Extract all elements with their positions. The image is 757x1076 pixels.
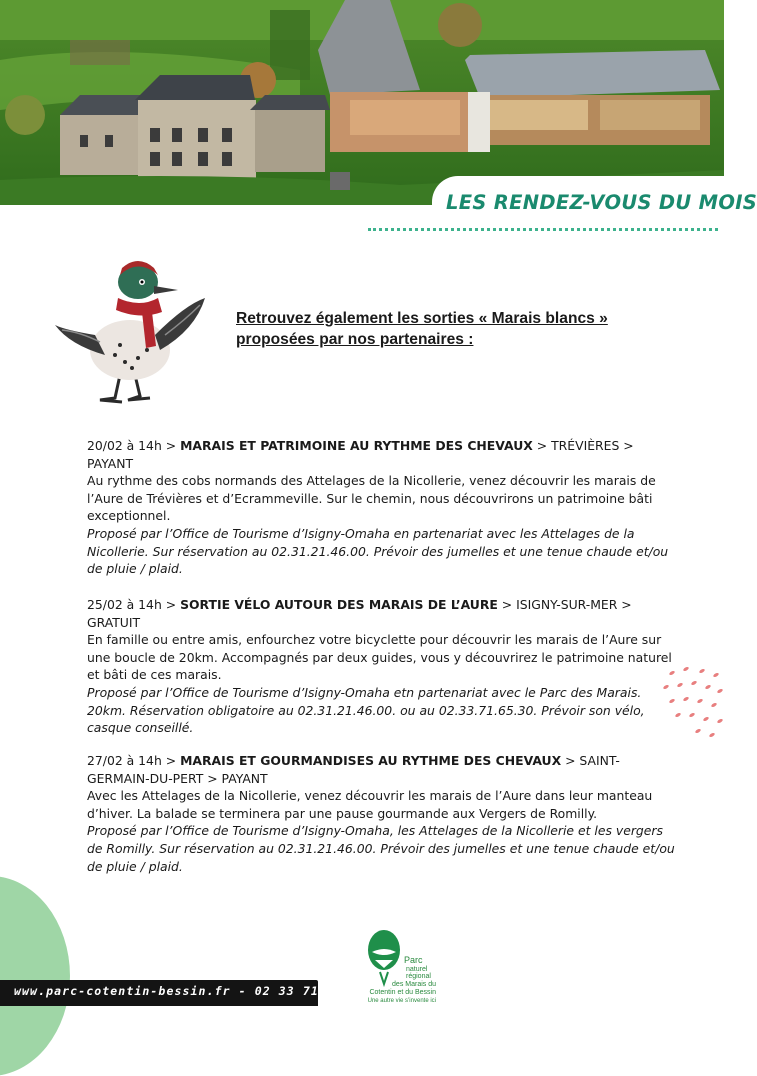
event-item	[87, 752, 679, 875]
logo-line-5: Cotentin et du Bessin	[369, 989, 436, 996]
green-blob-decoration	[0, 876, 70, 1076]
header-photo	[0, 0, 724, 205]
logo-line-4: des Marais du	[392, 981, 436, 988]
event-heading	[87, 596, 679, 631]
event-description: Au rythme des cobs normands des Attelages de la Nicollerie, venez découvrir les marais de l’Aure de Trévières et d’Ecrammeville. Sur le chemin, nous découvrirons un patrimoine bâti exceptionnel.	[87, 473, 656, 524]
event-item	[87, 437, 679, 578]
intro-text	[236, 308, 666, 350]
park-emblem-icon	[366, 928, 402, 988]
event-date: 20/02 à 14h >	[87, 438, 181, 453]
landscape-illustration	[0, 0, 724, 205]
intro-line-2: proposées par nos partenaires :	[236, 331, 474, 348]
logo-line-3: régional	[406, 973, 431, 980]
event-title: SORTIE VÉLO AUTOUR DES MARAIS DE L’AURE	[180, 597, 498, 612]
event-note: Proposé par l’Office de Tourisme d’Isigny-Omaha etn partenariat avec le Parc des Marais. 20km. Réservation obligatoire au 02.31.21.46.00. ou au 02.33.71.65.30. Prévoir son vélo, casque conseillé.	[87, 684, 645, 736]
pink-dots-decoration	[658, 663, 724, 743]
event-date: 27/02 à 14h >	[87, 753, 181, 768]
event-note: Proposé par l’Office de Tourisme d’Isigny-Omaha, les Attelages de la Nicollerie et les vergers de Romilly. Sur réservation au 02.31.21.46.00. Prévoir des jumelles et une tenue chaude et/ou de pluie / plaid.	[87, 823, 675, 874]
park-logo	[366, 928, 436, 1018]
logo-line-2: naturel	[406, 966, 428, 973]
duck-mascot-icon	[50, 250, 210, 410]
event-details: > SAINT-GERMAIN-DU-PERT > PAYANT	[87, 753, 620, 786]
event-heading	[87, 752, 679, 787]
event-date: 25/02 à 14h >	[87, 597, 181, 612]
event-heading	[87, 437, 679, 472]
event-details: > TRÉVIÈRES > PAYANT	[87, 438, 634, 471]
logo-line-6: Une autre vie s’invente ici	[367, 998, 436, 1004]
event-title: MARAIS ET PATRIMOINE AU RYTHME DES CHEVAUX	[180, 438, 533, 453]
event-title: MARAIS ET GOURMANDISES AU RYTHME DES CHEVAUX	[180, 753, 562, 768]
event-description: En famille ou entre amis, enfourchez votre bicyclette pour découvrir les marais de l’Aure sur une boucle de 20km. Accompagnés par deux guides, vous y découvrirez le patrimoine naturel et bâti de ces marais.	[87, 632, 672, 683]
page-title: LES RENDEZ-VOUS DU MOIS	[446, 191, 757, 214]
event-item	[87, 596, 679, 737]
event-note: Proposé par l’Office de Tourisme d’Isigny-Omaha en partenariat avec les Attelages de la Nicollerie. Sur réservation au 02.31.21.46.00. Prévoir des jumelles et une tenue chaude et/ou de pluie / plaid.	[87, 525, 669, 577]
event-description: Avec les Attelages de la Nicollerie, venez découvrir les marais de l’Aure dans leur manteau d’hiver. La balade se terminera par une pause gourmande aux Vergers de Romilly.	[87, 788, 653, 821]
logo-line-1: Parc	[404, 955, 423, 965]
intro-line-1: Retrouvez également les sorties « Marais blancs »	[236, 310, 608, 327]
dotted-divider	[368, 228, 718, 231]
footer-contact[interactable]: www.parc-cotentin-bessin.fr - 02 33 71 65 30	[14, 984, 368, 998]
event-details: > ISIGNY-SUR-MER > GRATUIT	[87, 597, 632, 630]
